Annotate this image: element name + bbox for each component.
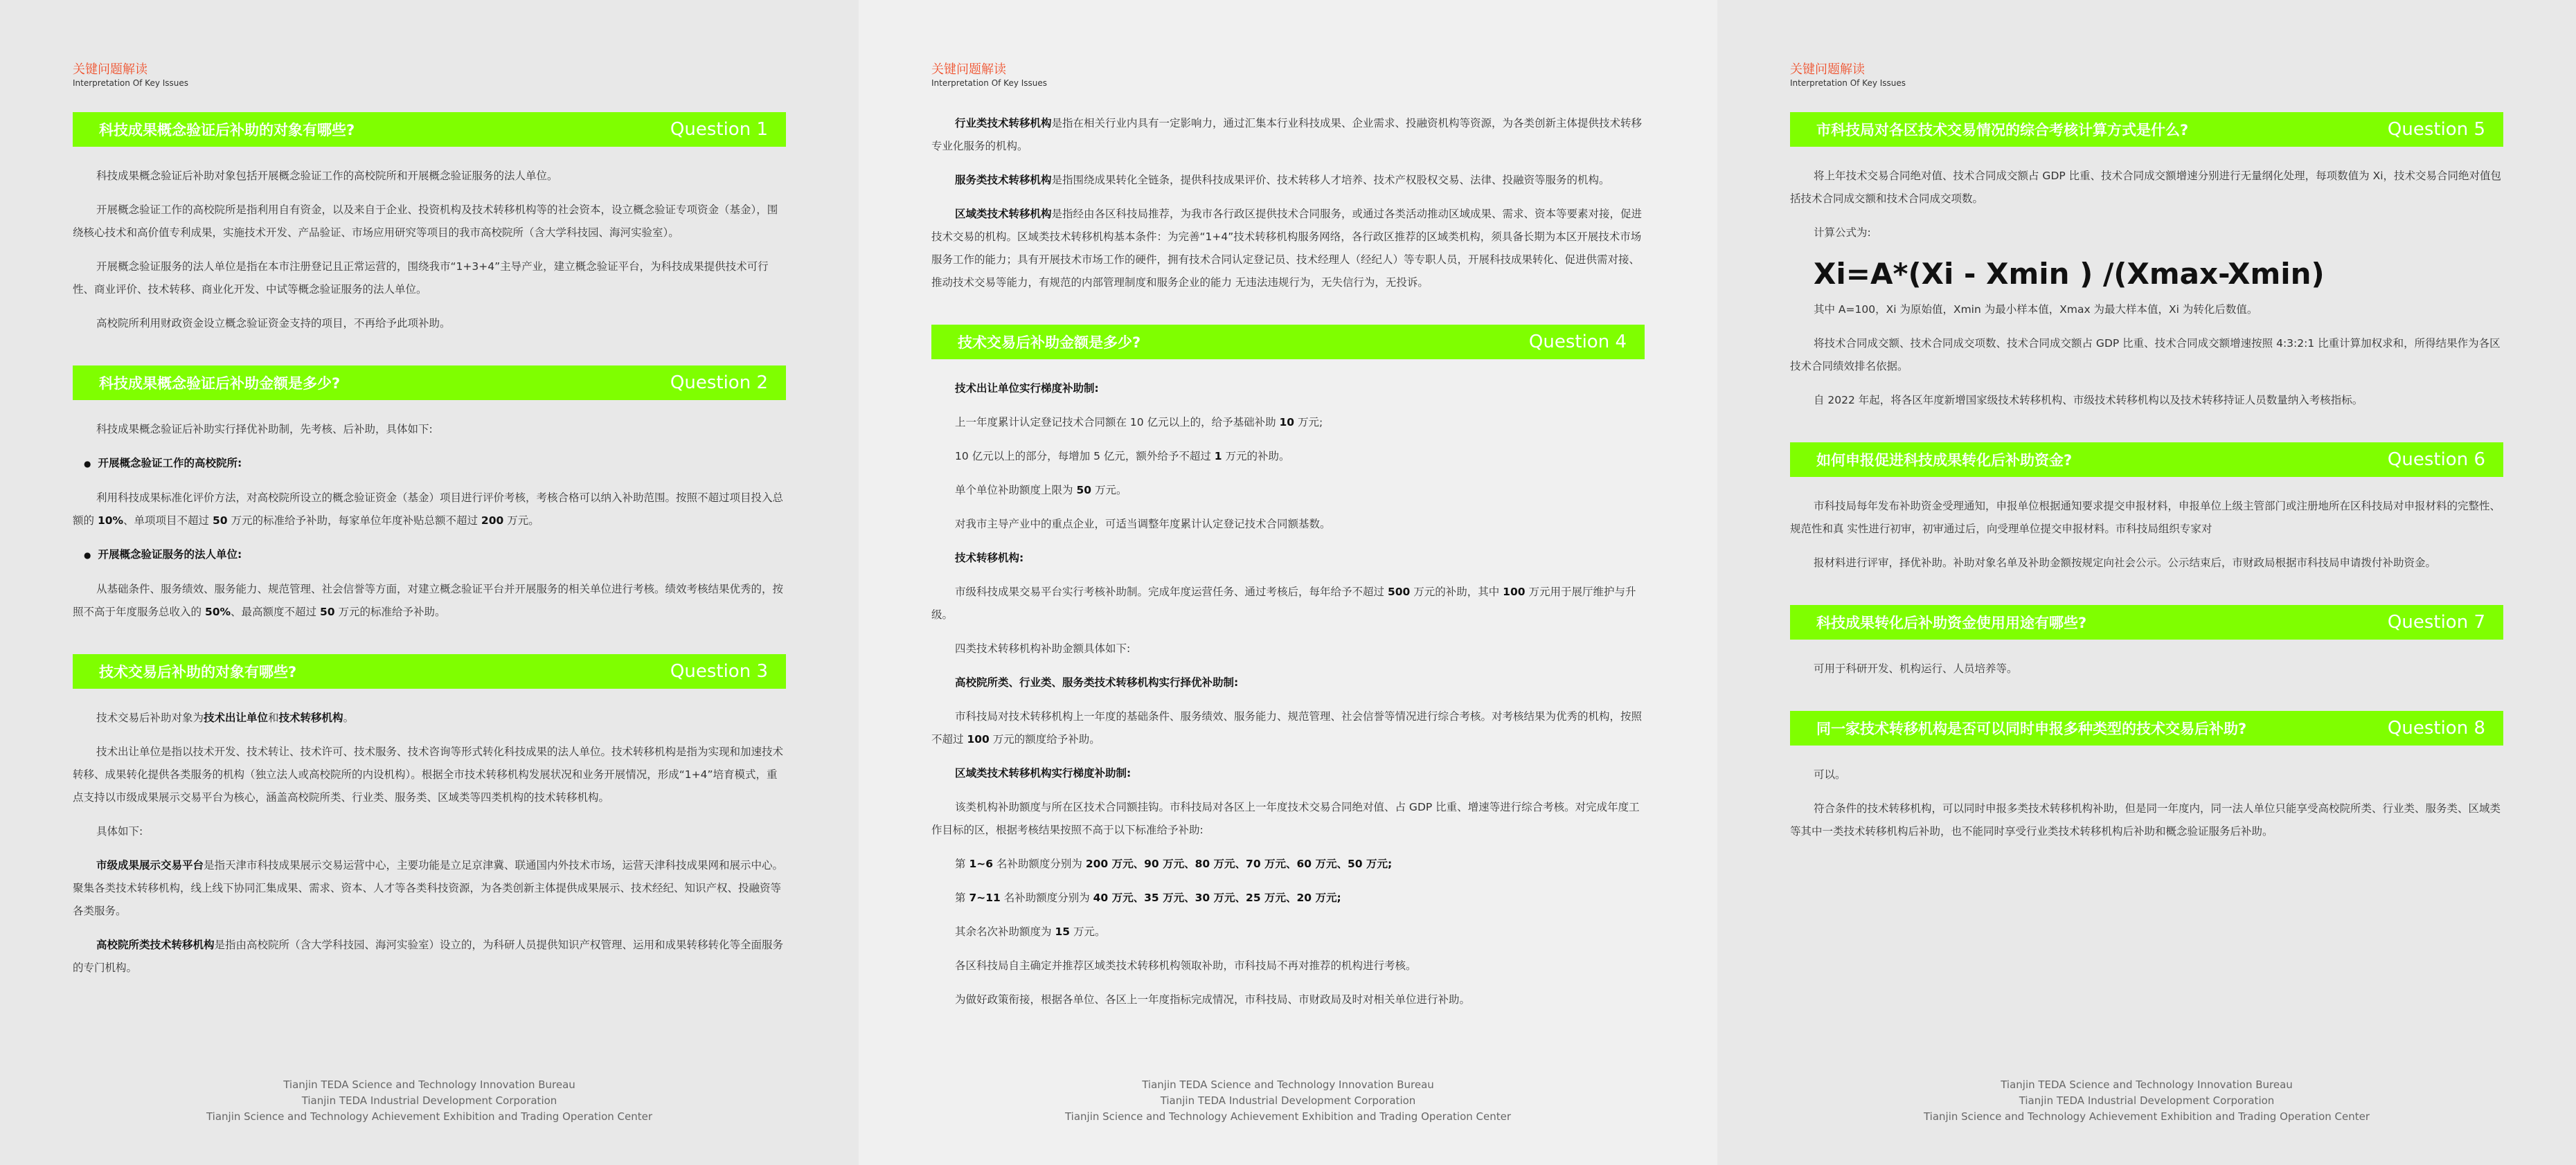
paragraph xyxy=(931,112,1645,158)
question-4-section xyxy=(931,325,1645,1011)
paragraph xyxy=(931,705,1645,751)
paragraph xyxy=(73,934,786,979)
paragraph: 开展概念验证服务的法人单位是指在本市注册登记且正常运营的，围绕我市“1+3+4”主导产业，建立概念验证平台，为科技成果提供技术可行性、商业评价、技术转移、商业化开发、中试等概念验证服务的法人单位。 xyxy=(73,260,769,296)
question-number: Question 7 xyxy=(2387,612,2485,633)
kicker-en: Interpretation Of Key Issues xyxy=(1790,78,1906,88)
text-run: 技术交易后补助对象为 xyxy=(96,712,204,724)
text-run: 是指天津市科技成果展示交易运营中心，主要功能是立足京津冀、联通国内外技术市场，运营天津科技成果网和展示中心。聚集各类技术转移机构，线上线下协同汇集成果、需求、资本、人才等各类科技资源，为各类创新主体提供成果展示、技术经纪、知识产权、投融资等各类服务。 xyxy=(73,859,784,917)
text-run: 万元用于展厅维护与升级。 xyxy=(931,586,1636,621)
paragraph: 将上年技术交易合同绝对值、技术合同成交额占 GDP 比重、技术合同成交额增速分别进行无量纲化处理，每项数值为 Xi，技术交易合同绝对值包括技术合同成交额和技术合同成交项数。 xyxy=(1790,170,2502,205)
paragraph: 具体如下: xyxy=(96,825,143,838)
question-6-header xyxy=(1790,442,2503,477)
question-number: Question 4 xyxy=(1528,332,1627,352)
paragraph: 自 2022 年起，将各区年度新增国家级技术转移机构、市级技术转移机构以及技术转移持证人员数量纳入考核指标。 xyxy=(1814,394,2363,406)
footer-line: Tianjin Science and Technology Achievement Exhibition and Trading Operation Center xyxy=(1923,1110,2370,1123)
paragraph xyxy=(73,707,786,730)
formula: Xi=A*(Xi - Xmin ) /(Xmax-Xmin) xyxy=(1814,257,2325,291)
paragraph: 市科技局每年发布补助资金受理通知，申报单位根据通知要求提交申报材料，申报单位上级主管部门或注册地所在区科技局对申报材料的完整性、规范性和真 实性进行初审，初审通过后，向受理单位提交申报材料。市科技局组织专家对 xyxy=(1790,500,2501,535)
text-run: 是指由高校院所（含大学科技园、海河实验室）设立的，为科研人员提供知识产权管理、运用和成果转移转化等全面服务的专门机构。 xyxy=(73,939,784,974)
question-3-header xyxy=(73,654,786,689)
question-8-header xyxy=(1790,711,2503,746)
paragraph xyxy=(73,487,786,532)
emphasis: 技术转移机构 xyxy=(278,712,343,724)
question-number: Question 2 xyxy=(670,372,768,393)
kicker-zh: 关键问题解读 xyxy=(931,62,1006,77)
emphasis: 15 xyxy=(1055,925,1071,938)
paragraph: 四类技术转移机构补助金额具体如下: xyxy=(955,642,1131,655)
question-number: Question 8 xyxy=(2387,718,2485,739)
sub-heading: 区域类技术转移机构实行梯度补助制: xyxy=(955,767,1132,779)
paragraph: 科技成果概念验证后补助实行择优补助制，先考核、后补助，具体如下: xyxy=(96,423,433,435)
page-kicker xyxy=(73,62,786,89)
bullet-heading: ● 开展概念验证服务的法人单位: xyxy=(73,543,786,567)
paragraph xyxy=(931,203,1645,294)
page-footer xyxy=(0,1077,859,1125)
question-3-continued xyxy=(931,112,1645,294)
question-number: Question 5 xyxy=(2387,119,2485,140)
paragraph xyxy=(931,169,1645,192)
text-run: 是指经由各区科技局推荐，为我市各行政区提供技术合同服务，或通过各类活动推动区域成果、需求、资本等要素对接，促进技术交易的机构。区域类技术转移机构基本条件：为完善“1+4”技术转移机构服务网络，各行政区推荐的区域类机构，须具备长期为本区开展技术市场服务工作的能力；具有开展技术市场工作的硬件，拥有技术合同认定登记员、技术经理人（经纪人）等专职人员，开展科技成果转化、促进供需对接、推动技术交易等能力，有规范的内部管理制度和服务企业的能力 无违法违规行为，无失信行为，无投诉。 xyxy=(931,208,1643,289)
text-run: 万元的补助，其中 xyxy=(1410,586,1503,598)
paragraph xyxy=(931,581,1645,626)
paragraph xyxy=(931,853,1645,876)
paragraph: 将技术合同成交额、技术合同成交项数、技术合同成交额占 GDP 比重、技术合同成交额增速按照 4:3:2:1 比重计算加权求和，所得结果作为各区技术合同绩效排名依据。 xyxy=(1790,337,2501,372)
page-kicker xyxy=(931,62,1645,89)
emphasis: 行业类技术转移机构 xyxy=(955,117,1052,129)
paragraph: 对我市主导产业中的重点企业，可适当调整年度累计认定登记技术合同额基数。 xyxy=(955,518,1331,530)
page-right xyxy=(1717,0,2576,1165)
paragraph xyxy=(931,445,1645,468)
text-run: 名补助额度分别为 xyxy=(1000,892,1093,904)
kicker-zh: 关键问题解读 xyxy=(73,62,147,77)
footer-line: Tianjin Science and Technology Achievement Exhibition and Trading Operation Center xyxy=(206,1110,653,1123)
question-title: 技术交易后补助金额是多少? xyxy=(958,334,1141,351)
emphasis: 200 万元、90 万元、80 万元、70 万元、60 万元、50 万元; xyxy=(1085,858,1393,870)
text-run: 万元的标准给予补助。 xyxy=(334,606,446,618)
question-3-section xyxy=(73,654,786,979)
paragraph xyxy=(73,854,786,923)
text-run: 市级科技成果交易平台实行考核补助制。完成年度运营任务、通过考核后，每年给予不超过 xyxy=(955,586,1388,598)
text-run: 和 xyxy=(268,712,279,724)
text-run: 第 xyxy=(955,892,969,904)
emphasis: 技术出让单位 xyxy=(204,712,269,724)
paragraph: 计算公式为: xyxy=(1814,226,1871,239)
emphasis: 50 xyxy=(212,514,228,527)
emphasis: 50 xyxy=(1076,484,1092,496)
question-7-header xyxy=(1790,605,2503,640)
footer-line: Tianjin TEDA Science and Technology Innovation Bureau xyxy=(1142,1078,1434,1091)
sub-heading: 技术出让单位实行梯度补助制: xyxy=(955,382,1099,395)
emphasis: 50 xyxy=(319,606,335,618)
text-run: 万元; xyxy=(1294,416,1323,428)
paragraph xyxy=(931,479,1645,502)
text-run: 利用科技成果标准化评价方法，对高校院所设立的概念验证资金（基金）项目进行评价考核，考核合格可以纳入补助范围。按照不超过项目投入总额的 xyxy=(73,491,784,527)
question-title: 市科技局对各区技术交易情况的综合考核计算方式是什么? xyxy=(1816,122,2189,138)
question-number: Question 6 xyxy=(2387,449,2485,470)
question-title: 技术交易后补助的对象有哪些? xyxy=(99,664,297,680)
text-run: 单个单位补助额度上限为 xyxy=(955,484,1077,496)
text-run: 市科技局对技术转移机构上一年度的基础条件、服务绩效、服务能力、规范管理、社会信誉等情况进行综合考核。对考核结果为优秀的机构，按照不超过 xyxy=(931,710,1643,746)
emphasis: 100 xyxy=(1503,586,1526,598)
question-1-section xyxy=(73,112,786,335)
question-title: 如何申报促进科技成果转化后补助资金? xyxy=(1816,452,2073,469)
question-title: 科技成果概念验证后补助的对象有哪些? xyxy=(99,122,355,138)
emphasis: 40 万元、35 万元、30 万元、25 万元、20 万元; xyxy=(1093,892,1341,904)
paragraph: 其中 A=100，Xi 为原始值，Xmin 为最小样本值，Xmax 为最大样本值，Xi 为转化后数值。 xyxy=(1814,303,2258,316)
text-run: 10 亿元以上的部分，每增加 5 亿元，额外给予不超过 xyxy=(955,450,1215,462)
emphasis: 100 xyxy=(967,733,990,746)
text-run: 。 xyxy=(343,712,355,724)
emphasis: 200 xyxy=(481,514,504,527)
kicker-en: Interpretation Of Key Issues xyxy=(73,78,189,88)
question-5-section xyxy=(1790,112,2503,412)
footer-line: Tianjin TEDA Industrial Development Corporation xyxy=(2019,1094,2275,1107)
text-run: 、最高额度不超过 xyxy=(231,606,320,618)
bullet-heading: ● 开展概念验证工作的高校院所: xyxy=(73,452,786,476)
emphasis: 7~11 xyxy=(969,892,1001,904)
sub-heading: 技术转移机构: xyxy=(955,552,1024,564)
emphasis: 50% xyxy=(204,606,231,618)
question-title: 科技成果概念验证后补助金额是多少? xyxy=(99,375,341,392)
paragraph xyxy=(931,921,1645,943)
text-run: 从基础条件、服务绩效、服务能力、规范管理、社会信誉等方面，对建立概念验证平台并开展服务的相关单位进行考核。绩效考核结果优秀的，按照不高于年度服务总收入的 xyxy=(73,583,784,618)
paragraph xyxy=(73,578,786,624)
emphasis: 1 xyxy=(1214,450,1222,462)
emphasis: 区域类技术转移机构 xyxy=(955,208,1052,220)
paragraph: 技术出让单位是指以技术开发、技术转让、技术许可、技术服务、技术咨询等形式转化科技成果的法人单位。技术转移机构是指为实现和加速技术转移、成果转化提供各类服务的机构（独立法人或高校院所的内设机构）。根据全市技术转移机构发展状况和业务开展情况，形成“1+4”培育模式，重点支持以市级成果展示交易平台为核心，涵盖高校院所类、行业类、服务类、区域类等四类机构的技术转移机构。 xyxy=(73,746,784,804)
kicker-en: Interpretation Of Key Issues xyxy=(931,78,1048,88)
emphasis: 10 xyxy=(1279,416,1295,428)
question-title: 同一家技术转移机构是否可以同时申报多种类型的技术交易后补助? xyxy=(1816,721,2247,737)
footer-line: Tianjin TEDA Science and Technology Innovation Bureau xyxy=(2001,1078,2293,1091)
text-run: 上一年度累计认定登记技术合同额在 10 亿元以上的，给予基础补助 xyxy=(955,416,1280,428)
emphasis: 市级成果展示交易平台 xyxy=(96,859,204,872)
text-run: 万元的补助。 xyxy=(1222,450,1290,462)
text-run: 万元。 xyxy=(503,514,539,527)
question-2-section xyxy=(73,365,786,624)
question-2-header xyxy=(73,365,786,400)
footer-line: Tianjin TEDA Science and Technology Innovation Bureau xyxy=(283,1078,575,1091)
question-8-section xyxy=(1790,711,2503,843)
text-run: 其余名次补助额度为 xyxy=(955,925,1055,938)
text-run: 万元。 xyxy=(1091,484,1127,496)
question-number: Question 3 xyxy=(670,661,768,682)
paragraph: 开展概念验证工作的高校院所是指利用自有资金，以及来自于企业、投资机构及技术转移机构等的社会资本，设立概念验证专项资金（基金），围绕核心技术和高价值专利成果，实施技术开发、产品验证、市场应用研究等项目的我市高校院所（含大学科技园、海河实验室）。 xyxy=(73,204,778,239)
question-4-header xyxy=(931,325,1645,359)
question-6-section xyxy=(1790,442,2503,575)
paragraph xyxy=(931,887,1645,910)
question-title: 科技成果转化后补助资金使用用途有哪些? xyxy=(1816,615,2087,631)
page-footer xyxy=(859,1077,1717,1125)
page-middle xyxy=(859,0,1717,1165)
text-run: 万元。 xyxy=(1070,925,1106,938)
paragraph: 为做好政策衔接，根据各单位、各区上一年度指标完成情况，市科技局、市财政局及时对相关单位进行补助。 xyxy=(955,993,1471,1006)
text-run: 是指围绕成果转化全链条，提供科技成果评价、技术转移人才培养、技术产权股权交易、法律、投融资等服务的机构。 xyxy=(1051,174,1610,186)
emphasis: 500 xyxy=(1387,586,1411,598)
emphasis: 高校院所类技术转移机构 xyxy=(96,939,215,951)
question-7-section xyxy=(1790,605,2503,680)
page-footer xyxy=(1717,1077,2576,1125)
paragraph: 符合条件的技术转移机构，可以同时申报多类技术转移机构补助，但是同一年度内，同一法人单位只能享受高校院所类、行业类、服务类、区域类等其中一类技术转移机构后补助，也不能同时享受行业类技术转移机构后补助和概念验证服务后补助。 xyxy=(1790,802,2501,838)
sub-heading: 高校院所类、行业类、服务类技术转移机构实行择优补助制: xyxy=(955,676,1239,689)
text-run: 是指在相关行业内具有一定影响力，通过汇集本行业科技成果、企业需求、投融资机构等资源，为各类创新主体提供技术转移专业化服务的机构。 xyxy=(931,117,1643,152)
paragraph: 该类机构补助额度与所在区技术合同额挂钩。市科技局对各区上一年度技术交易合同绝对值、占 GDP 比重、增速等进行综合考核。对完成年度工作目标的区，根据考核结果按照不高于以下标准给予补助: xyxy=(931,801,1640,836)
text-run: 、单项项目不超过 xyxy=(123,514,213,527)
text-run: 名补助额度分别为 xyxy=(993,858,1086,870)
footer-line: Tianjin TEDA Industrial Development Corporation xyxy=(1160,1094,1416,1107)
paragraph xyxy=(931,411,1645,434)
emphasis: 10% xyxy=(97,514,124,527)
page-kicker xyxy=(1790,62,2503,89)
paragraph: 高校院所利用财政资金设立概念验证资金支持的项目，不再给予此项补助。 xyxy=(96,317,451,329)
question-1-header xyxy=(73,112,786,147)
question-number: Question 1 xyxy=(670,119,768,140)
text-run: 第 xyxy=(955,858,969,870)
paragraph: 科技成果概念验证后补助对象包括开展概念验证工作的高校院所和开展概念验证服务的法人单位。 xyxy=(96,170,558,182)
paragraph: 各区科技局自主确定并推荐区域类技术转移机构领取补助，市科技局不再对推荐的机构进行考核。 xyxy=(955,959,1417,972)
footer-line: Tianjin TEDA Industrial Development Corporation xyxy=(301,1094,557,1107)
paragraph: 报材料进行评审，择优补助。补助对象名单及补助金额按规定向社会公示。公示结束后，市财政局根据市科技局申请拨付补助资金。 xyxy=(1814,557,2437,569)
text-run: 万元的额度给予补助。 xyxy=(989,733,1100,746)
page-left xyxy=(0,0,859,1165)
kicker-zh: 关键问题解读 xyxy=(1790,62,1865,77)
question-5-header xyxy=(1790,112,2503,147)
emphasis: 服务类技术转移机构 xyxy=(955,174,1052,186)
emphasis: 1~6 xyxy=(969,858,993,870)
text-run: 万元的标准给予补助，每家单位年度补贴总额不超过 xyxy=(227,514,481,527)
paragraph: 可用于科研开发、机构运行、人员培养等。 xyxy=(1814,662,2018,675)
paragraph: 可以。 xyxy=(1814,768,1846,781)
footer-line: Tianjin Science and Technology Achievement Exhibition and Trading Operation Center xyxy=(1064,1110,1512,1123)
